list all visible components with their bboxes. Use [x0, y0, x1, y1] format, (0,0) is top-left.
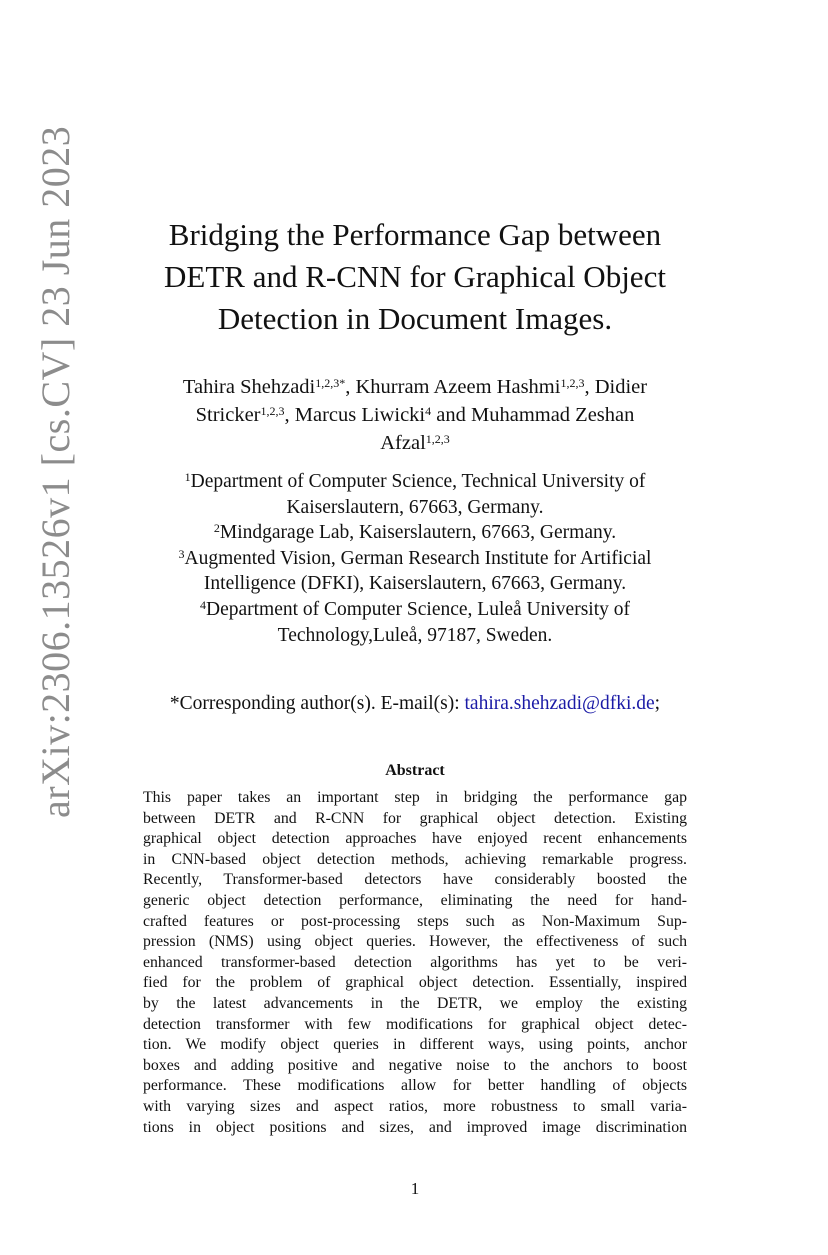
affiliation-line	[120, 469, 710, 495]
corresponding-label: *Corresponding author(s). E-mail(s):	[169, 693, 465, 714]
affiliation-text: Mindgarage Lab, Kaiserslautern, 67663, Germany.	[219, 522, 617, 544]
affiliation-line: Technology,Luleå, 97187, Sweden.	[277, 624, 553, 646]
abstract-line: tion. We modify object queries in different ways, using points, anchor	[143, 1036, 687, 1054]
author-name: Afzal	[380, 432, 426, 454]
abstract-line: detection transformer with few modifications for graphical object detec-	[143, 1015, 687, 1033]
affiliation-text: Augmented Vision, German Research Institute for Artificial	[184, 547, 652, 569]
author-name: Stricker	[195, 404, 261, 426]
affiliation-mark: 2	[213, 521, 220, 536]
author-list	[120, 373, 710, 457]
abstract-line: enhanced transformer-based detection algorithms has yet to be veri-	[143, 953, 687, 971]
abstract-line: between DETR and R-CNN for graphical object detection. Existing	[143, 809, 687, 827]
author-affiliation-marks: 1,2,3	[425, 432, 450, 446]
abstract-line: fied for the problem of graphical object detection. Essentially, inspired	[143, 974, 687, 992]
author-name: Tahira Shehzadi	[182, 376, 316, 398]
author-name: , Khurram Azeem Hashmi	[345, 376, 561, 398]
affiliation-line	[120, 520, 710, 546]
paper-title	[120, 214, 710, 340]
author-line	[120, 429, 710, 457]
abstract-line: performance. These modifications allow for better handling of objects	[143, 1077, 687, 1095]
abstract-line: with varying sizes and aspect ratios, more robustness to small varia-	[143, 1097, 687, 1115]
title-line: Detection in Document Images.	[217, 301, 613, 336]
abstract-line: in CNN-based object detection methods, achieving remarkable progress.	[143, 850, 687, 868]
abstract-body	[143, 788, 687, 1138]
affiliation-line: Intelligence (DFKI), Kaiserslautern, 67663, Germany.	[203, 573, 627, 595]
abstract-line: by the latest advancements in the DETR, we employ the existing	[143, 994, 687, 1012]
title-line: Bridging the Performance Gap between	[168, 217, 662, 252]
abstract-line: tions in object positions and sizes, and improved image discrimination	[143, 1118, 687, 1136]
author-affiliation-marks: 1,2,3*	[315, 376, 346, 390]
abstract-line: Recently, Transformer-based detectors have considerably boosted the	[143, 871, 687, 889]
author-affiliation-marks: 1,2,3	[560, 376, 585, 390]
author-affiliation-marks: 4	[425, 404, 432, 418]
abstract-line: This paper takes an important step in bridging the performance gap	[143, 789, 687, 806]
affiliation-text: Department of Computer Science, Luleå University of	[206, 598, 630, 620]
corresponding-email-link[interactable]: tahira.shehzadi@dfki.de	[464, 693, 655, 714]
affiliation-mark: 3	[178, 546, 185, 561]
affiliation-list	[120, 469, 710, 648]
arxiv-identifier-stamp	[33, 125, 79, 818]
abstract-line: boxes and adding positive and negative noise to the anchors to boost	[143, 1056, 687, 1074]
page-number: 1	[410, 1179, 420, 1198]
author-name: and Muhammad Zeshan	[431, 404, 635, 426]
author-line	[120, 401, 710, 429]
title-line: DETR and R-CNN for Graphical Object	[164, 259, 666, 294]
affiliation-mark: 1	[184, 470, 191, 484]
affiliation-text: Department of Computer Science, Technical University of	[190, 471, 646, 492]
arxiv-identifier-text: arXiv:2306.13526v1 [cs.CV] 23 Jun 2023	[33, 125, 78, 818]
affiliation-line	[120, 546, 710, 572]
abstract-heading: Abstract	[385, 762, 445, 779]
affiliation-line	[120, 597, 710, 623]
affiliation-mark: 4	[200, 597, 206, 612]
corresponding-suffix: ;	[654, 693, 661, 714]
abstract-line: graphical object detection approaches have enjoyed recent enhancements	[143, 830, 687, 848]
author-affiliation-marks: 1,2,3	[260, 404, 285, 418]
corresponding-author-note	[120, 691, 710, 717]
author-line	[120, 373, 710, 401]
affiliation-line: Kaiserslautern, 67663, Germany.	[286, 496, 544, 518]
abstract-line: pression (NMS) using object queries. However, the effectiveness of such	[143, 933, 687, 951]
author-name: , Didier	[584, 376, 648, 398]
abstract-line: generic object detection performance, eliminating the need for hand-	[143, 891, 687, 909]
abstract-line: crafted features or post-processing steps such as Non-Maximum Sup-	[143, 912, 687, 930]
author-name: , Marcus Liwicki	[284, 404, 426, 426]
